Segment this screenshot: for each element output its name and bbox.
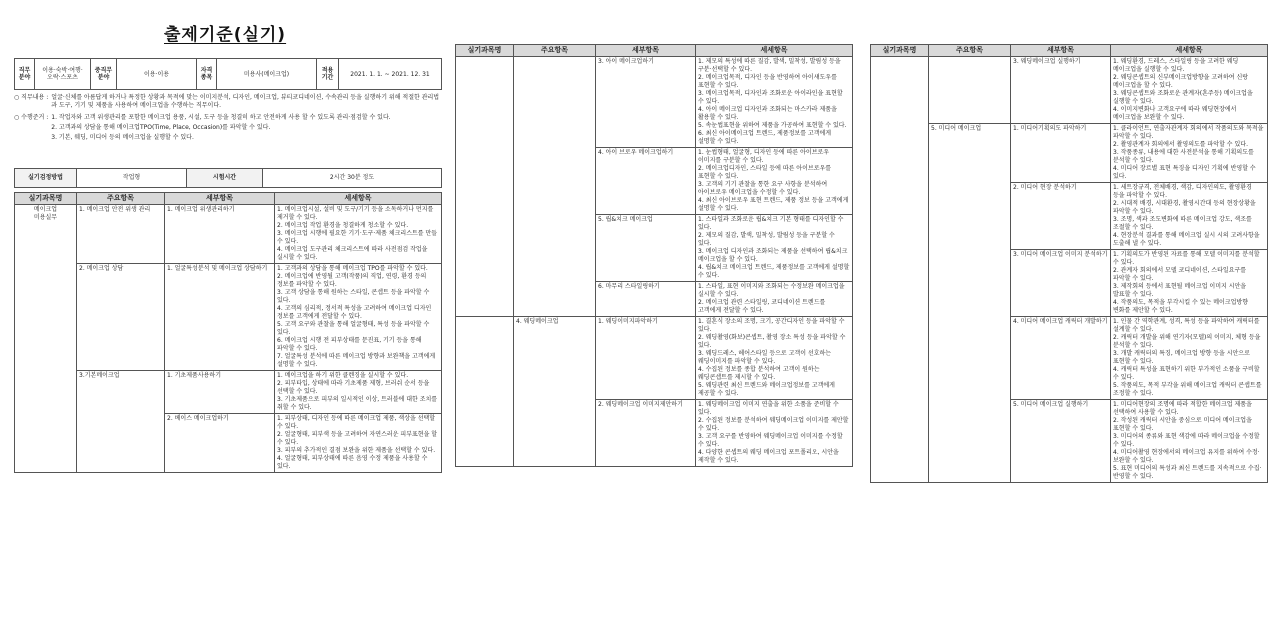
detail-item: 4. 메이크업 도구관리 체크리스트에 따라 사전점검 작업을 실시할 수 있다. <box>277 246 428 261</box>
sub-item: 1. 미디어기획의도 파악하기 <box>1011 124 1111 183</box>
detail-item: 4. 아이 메이크업 디자인과 조화되는 마스카라 제품을 활용할 수 있다. <box>698 106 837 121</box>
detail-cell <box>1111 400 1268 483</box>
performance-item: 1. 작업자와 고객 위생관리를 포함한 메이크업 용품, 시설, 도구 등을 청결히 하고 안전하게 사용 할 수 있도록 관리·점검할 수 있다. <box>51 114 391 121</box>
middle-field-value: 이용·이용 <box>117 59 197 90</box>
col-header-subject: 실기과목명 <box>15 193 77 205</box>
detail-item: 1. 미디어현장의 조명에 따라 적합한 메이크업 제품을 선택하여 사용할 수 있다. <box>1113 401 1252 416</box>
detail-item: 1. 스타일과 조화로운 립&치크 기본 형태를 디자인할 수 있다. <box>698 216 844 231</box>
detail-cell <box>275 264 442 371</box>
col-header-detail: 세세항목 <box>275 193 442 205</box>
detail-item: 4. 립&치크 메이크업 트렌드, 제품정보를 고객에게 설명할 수 있다. <box>698 264 850 279</box>
sub-item: 2. 미디어 현장 분석하기 <box>1011 183 1111 250</box>
detail-item: 3. 조명, 색과 조도변화에 따른 메이크업 강도, 색조를 조절할 수 있다. <box>1113 216 1252 231</box>
subject-cell <box>871 57 929 483</box>
detail-cell <box>1111 57 1268 124</box>
detail-item: 4. 미디어 장르별 표현 특징을 디자인 기획에 반영할 수 있다. <box>1113 165 1256 180</box>
detail-item: 2. 시대적 배경, 시대환경, 촬영시간대 등의 현장상황을 파악할 수 있다. <box>1113 200 1256 215</box>
job-description <box>14 94 442 143</box>
detail-item: 2. 얼굴형태, 피부색 등을 고려하여 자연스러운 피부표현을 할 수 있다. <box>277 431 438 446</box>
col-header-sub: 세부항목 <box>165 193 275 205</box>
field-label: 직무분야 <box>15 59 35 90</box>
cert-label: 자격종목 <box>197 59 217 90</box>
col-header-detail: 세세항목 <box>1111 45 1268 57</box>
detail-cell <box>1111 124 1268 183</box>
detail-item: 2. 웨딩콘셉트의 신부메이크업방향을 고려하여 신랑 메이크업을 할 수 있다. <box>1113 74 1249 89</box>
detail-item: 5. 표현 미디어의 특성과 최신 트렌드를 지속적으로 수집·반영할 수 있다. <box>1113 465 1262 480</box>
detail-item: 2. 메이크업 관련 스타일링, 코디네이션 트렌드를 고객에게 전달할 수 있다. <box>698 299 826 314</box>
detail-item: 1. 결혼식 장소의 조명, 크기, 공간디자인 등을 파악할 수 있다. <box>698 318 845 333</box>
detail-item: 3. 미디어의 종류와 표현 색감에 따라 메이크업을 수정할 수 있다. <box>1113 433 1260 448</box>
sub-item: 1. 얼굴특성분석 및 메이크업 상담하기 <box>165 264 275 371</box>
main-item: 5. 미디어 메이크업 <box>929 124 1011 483</box>
detail-item: 6. 최신 아이메이크업 트렌드, 제품정보를 고객에게 설명할 수 있다. <box>698 130 832 145</box>
middle-field-label: 중직무분야 <box>91 59 117 90</box>
col-header-main: 주요항목 <box>514 45 596 57</box>
subject-cell <box>456 57 514 317</box>
detail-item: 3. 개발 캐릭터의 특징, 메이크업 방향 등을 시안으로 표현할 수 있다. <box>1113 350 1250 365</box>
sub-item: 2. 베이스 메이크업하기 <box>165 414 275 473</box>
detail-item: 2. 작성된 캐릭터 시안을 중심으로 미디어 메이크업을 표현할 수 있다. <box>1113 417 1252 432</box>
detail-cell <box>696 215 853 282</box>
detail-item: 2. 메이크업디자인, 스타일 등에 따른 아이브로우를 표현할 수 있다. <box>698 165 832 180</box>
detail-item: 4. 작품의도, 목적을 부각시킬 수 있는 메이크업방향 변화를 제안할 수 있다. <box>1113 299 1248 314</box>
detail-item: 1. 클라이언트, 연출자관계자 회의에서 작품의도와 목적을 파악할 수 있다. <box>1113 125 1264 140</box>
col-header-sub: 세부항목 <box>1011 45 1111 57</box>
sub-item: 4. 미디어 메이크업 캐릭터 개발하기 <box>1011 317 1111 400</box>
sub-item: 4. 아이 브로우 메이크업하기 <box>596 148 696 215</box>
exam-method-label: 실기검정방법 <box>15 169 77 188</box>
detail-item: 3. 제작회의 등에서 표현될 메이크업 이미지 시안을 발표할 수 있다. <box>1113 283 1247 298</box>
detail-item: 3. 웨딩콘셉트와 조화로운 관계자(혼주등) 메이크업을 실행할 수 있다. <box>1113 90 1253 105</box>
detail-item: 1. 메이크업을 하기 위한 클렌징을 실시할 수 있다. <box>277 372 409 379</box>
detail-item: 2. 수집된 정보를 분석하여 웨딩메이크업 이미지를 제안할 수 있다. <box>698 417 849 432</box>
detail-item: 4. 미디어촬영 현장에서의 메이크업 유지를 위하여 수정·보완할 수 있다. <box>1113 449 1260 464</box>
exam-info-table <box>14 168 442 188</box>
exam-time-value: 2시간 30분 정도 <box>263 169 442 188</box>
sub-item: 5. 미디어 메이크업 실행하기 <box>1011 400 1111 483</box>
detail-item: 1. 눈썹형태, 얼굴형, 디자인 등에 따른 아이브로우 이미지를 구분할 수 있다. <box>698 149 830 164</box>
sub-item: 2. 웨딩메이크업 이미지제안하기 <box>596 400 696 467</box>
performance-item: 2. 고객과의 상담을 통해 메이크업TPO(Time, Place, Occasion)를 파악할 수 있다. <box>51 124 271 131</box>
detail-item: 2. 관계자 회의에서 모델 코디네이션, 스타일요구를 파악할 수 있다. <box>1113 267 1247 282</box>
sub-item: 1. 웨딩이미지파악하기 <box>596 317 696 400</box>
detail-item: 1. 제모의 특성에 따른 질감, 발색, 밀착성, 발림성 등을 구분·선택할 수 있다. <box>698 58 841 73</box>
detail-item: 5. 고객 요구와 관찰을 통해 얼굴형태, 특성 등을 파악할 수 있다. <box>277 321 430 336</box>
col-header-subject: 실기과목명 <box>871 45 929 57</box>
detail-cell <box>1111 183 1268 250</box>
detail-item: 4. 이미지변화나 고객요구에 따라 웨딩현장에서 메이크업을 보완할 수 있다. <box>1113 106 1237 121</box>
criteria-table-2 <box>455 44 853 467</box>
detail-item: 4. 현장분석 결과를 통해 메이크업 실시 시의 고려사항을 도출해 낼 수 있다. <box>1113 232 1260 247</box>
detail-cell <box>275 371 442 414</box>
sub-item: 3. 웨딩메이크업 실행하기 <box>1011 57 1111 124</box>
detail-item: 2. 메이크업 작업 환경을 청결하게 청소할 수 있다. <box>277 222 409 229</box>
detail-item: 2. 메이크업목적, 디자인 등을 반영하여 아이섀도우를 표현할 수 있다. <box>698 74 837 89</box>
cert-value: 미용사(메이크업) <box>217 59 317 90</box>
detail-item: 1. 인물 간 역학관계, 성격, 특성 등을 파악하여 캐릭터를 설계할 수 있다. <box>1113 318 1260 333</box>
detail-item: 1. 피부상태, 디자인 등에 따른 메이크업 제품, 색상을 선택할 수 있다. <box>277 415 436 430</box>
subject-cell: 메이크업 미용실무 <box>15 205 77 473</box>
main-item: 2. 메이크업 상담 <box>77 264 165 371</box>
performance-item: 3. 기본, 웨딩, 미디어 등의 메이크업을 실행할 수 있다. <box>51 134 194 141</box>
detail-item: 3. 고객 상담을 통해 원하는 스타일, 콘셉트 등을 파악할 수 있다. <box>277 289 430 304</box>
detail-item: 5. 작품의도, 목적 부각을 위해 메이크업 캐릭터 콘셉트를 조정할 수 있다. <box>1113 382 1262 397</box>
duty-text: 얼굴·신체를 아름답게 하거나 특정한 상황과 목적에 맞는 이미지분석, 디자인, 메이크업, 뷰티코디네이션, 수속관리 등을 실행하기 위해 적절한 관리법과 도구, 기기 및 제품을 사용하여 메이크업을 수행하는 직무이다. <box>51 94 440 109</box>
main-item: 3.기본메이크업 <box>77 371 165 473</box>
detail-item: 3. 기초제품으로 피부의 일시적인 이상, 트러블에 대한 조치를 취할 수 있다. <box>277 396 438 411</box>
detail-item: 2. 피부타입, 상태에 따라 기초제품 제형, 브러쉬 순서 등을 선택할 수 있다. <box>277 380 430 395</box>
detail-item: 3. 고객 요구를 반영하여 웨딩메이크업 이미지를 수정할 수 있다. <box>698 433 843 448</box>
detail-cell <box>1111 317 1268 400</box>
detail-item: 4. 수집된 정보를 종합 분석하여 고객이 원하는 웨딩콘셉트를 제시할 수 있다. <box>698 366 820 381</box>
detail-item: 5. 속눈썹표현을 위하여 제품을 가공하여 표현할 수 있다. <box>698 122 847 129</box>
criteria-table-1 <box>14 192 442 473</box>
performance-label: ○ 수행준거 : <box>14 114 49 121</box>
sub-item: 3. 미디어 메이크업 이미지 분석하기 <box>1011 250 1111 317</box>
period-value: 2021. 1. 1. ~ 2021. 12. 31 <box>339 59 442 90</box>
detail-cell <box>696 317 853 400</box>
detail-cell <box>696 57 853 148</box>
detail-item: 2. 메이크업에 반영될 고객(작품)의 직업, 연령, 환경 등의 정보를 파악할 수 있다. <box>277 273 427 288</box>
col-header-main: 주요항목 <box>77 193 165 205</box>
detail-item: 4. 얼굴형태, 피부상태에 따른 음영 수정 제품을 사용할 수 있다. <box>277 455 428 470</box>
subject-cell <box>456 317 514 467</box>
page-panel-1 <box>14 18 442 608</box>
col-header-main: 주요항목 <box>929 45 1011 57</box>
detail-item: 1. 웨딩메이크업 이미지 연출을 위한 소품을 준비할 수 있다. <box>698 401 839 416</box>
field-value: 이용·숙박·여행·오락·스포츠 <box>35 59 91 90</box>
detail-item: 3. 메이크업목적, 디자인과 조화로운 아이라인을 표현할 수 있다. <box>698 90 843 105</box>
detail-item: 4. 캐릭터 특성을 표현하기 위한 부가적인 소품을 구비할 수 있다. <box>1113 366 1260 381</box>
detail-item: 2. 캐릭터 개발을 위해 연기자(모델)의 이미지, 체형 등을 분석할 수 있다. <box>1113 334 1261 349</box>
period-label: 적용기간 <box>317 59 339 90</box>
detail-item: 3. 웨딩드레스, 헤어스타일 등으로 고객이 선호하는 웨딩이미지를 파악할 수 있다. <box>698 350 832 365</box>
col-header-subject: 실기과목명 <box>456 45 514 57</box>
main-item: 4. 웨딩메이크업 <box>514 317 596 467</box>
duty-label: ○ 직무내용 : <box>14 94 49 101</box>
detail-item: 1. 고객과의 상담을 통해 메이크업 TPO를 파악할 수 있다. <box>277 265 428 272</box>
page-panel-2 <box>455 44 853 604</box>
sub-item: 3. 아이 메이크업하기 <box>596 57 696 148</box>
main-item: 1. 메이크업 안전 위생 관리 <box>77 205 165 264</box>
detail-item: 1. 스타일, 표현 이미지와 조화되는 수정보완 메이크업을 실시할 수 있다. <box>698 283 845 298</box>
detail-item: 6. 메이크업 시행 전 피부상태를 문진표, 기기 등을 통해 파악할 수 있다. <box>277 337 422 352</box>
page-panel-3 <box>870 44 1268 604</box>
detail-item: 1. 웨딩환경, 드레스, 스타일링 등을 고려한 웨딩 메이크업을 실행할 수 있다. <box>1113 58 1239 73</box>
detail-item: 1. 메이크업시설, 설비 및 도구/기기 등을 소독하거나 먼지를 제거할 수 있다. <box>277 206 434 221</box>
detail-cell <box>275 205 442 264</box>
detail-item: 3. 피부의 추가적인 결점 보완을 위한 제품을 선택할 수 있다. <box>277 447 436 454</box>
detail-cell <box>1111 250 1268 317</box>
sub-item: 5. 립&치크 메이크업 <box>596 215 696 282</box>
detail-item: 2. 웨딩촬영(화보)콘셉트, 촬영 장소 특성 등을 파악할 수 있다. <box>698 334 846 349</box>
page-title: 출제기준(실기) <box>164 25 287 45</box>
detail-item: 2. 촬영관계자 회의에서 촬영의도를 파악할 수 있다. <box>1113 141 1248 148</box>
sub-item: 6. 마무리 스타일링하기 <box>596 282 696 317</box>
detail-cell <box>696 400 853 467</box>
cert-info-table <box>14 58 442 90</box>
main-item <box>929 57 1011 124</box>
detail-item: 3. 메이크업 디자인과 조화되는 제품을 선택하여 립&치크 메이크업을 할 수 있다. <box>698 248 848 263</box>
exam-method-value: 작업형 <box>77 169 187 188</box>
sub-item: 1. 기초제품사용하기 <box>165 371 275 414</box>
col-header-detail: 세세항목 <box>696 45 853 57</box>
detail-item: 1. 기획의도가 반영된 자료를 통해 모델 이미지를 분석할 수 있다. <box>1113 251 1260 266</box>
detail-item: 4. 최신 아이브로우 표현 트렌드, 제품 정보 등을 고객에게 설명할 수 있다. <box>698 197 849 212</box>
detail-item: 4. 고객의 심리적, 정서적 특성을 고려하여 메이크업 디자인 정보를 고객에게 전달할 수 있다. <box>277 305 432 320</box>
detail-item: 5. 웨딩관련 최신 트렌드와 메이크업정보를 고객에게 제공할 수 있다. <box>698 382 835 397</box>
detail-item: 1. 세트장규격, 전체배경, 색감, 디자인의도, 촬영환경 등을 파악할 수 있다. <box>1113 184 1252 199</box>
detail-item: 3. 메이크업 시행에 필요한 기기·도구·제품 체크리스트를 만들 수 있다. <box>277 230 438 245</box>
detail-cell <box>696 282 853 317</box>
detail-item: 2. 제모의 질감, 발색, 밀착성, 발림성 등을 구분할 수 있다. <box>698 232 835 247</box>
sub-item: 1. 메이크업 위생관리하기 <box>165 205 275 264</box>
detail-item: 3. 고객의 기기 관찰을 통한 요구 사항을 분석하여 아이브로우 메이크업을 수정할 수 있다. <box>698 181 828 196</box>
detail-cell <box>275 414 442 473</box>
col-header-sub: 세부항목 <box>596 45 696 57</box>
criteria-table-3 <box>870 44 1268 483</box>
detail-item: 7. 얼굴특성 분석에 따른 메이크업 방향과 보완책을 고객에게 설명할 수 있다. <box>277 353 436 368</box>
main-item <box>514 57 596 317</box>
exam-time-label: 시험시간 <box>187 169 263 188</box>
detail-cell <box>696 148 853 215</box>
detail-item: 3. 작품종류, 내용에 대한 사전분석을 통해 기획의도를 분석할 수 있다. <box>1113 149 1254 164</box>
detail-item: 4. 다양한 콘셉트의 웨딩 메이크업 포트폴리오, 시안을 제작할 수 있다. <box>698 449 839 464</box>
